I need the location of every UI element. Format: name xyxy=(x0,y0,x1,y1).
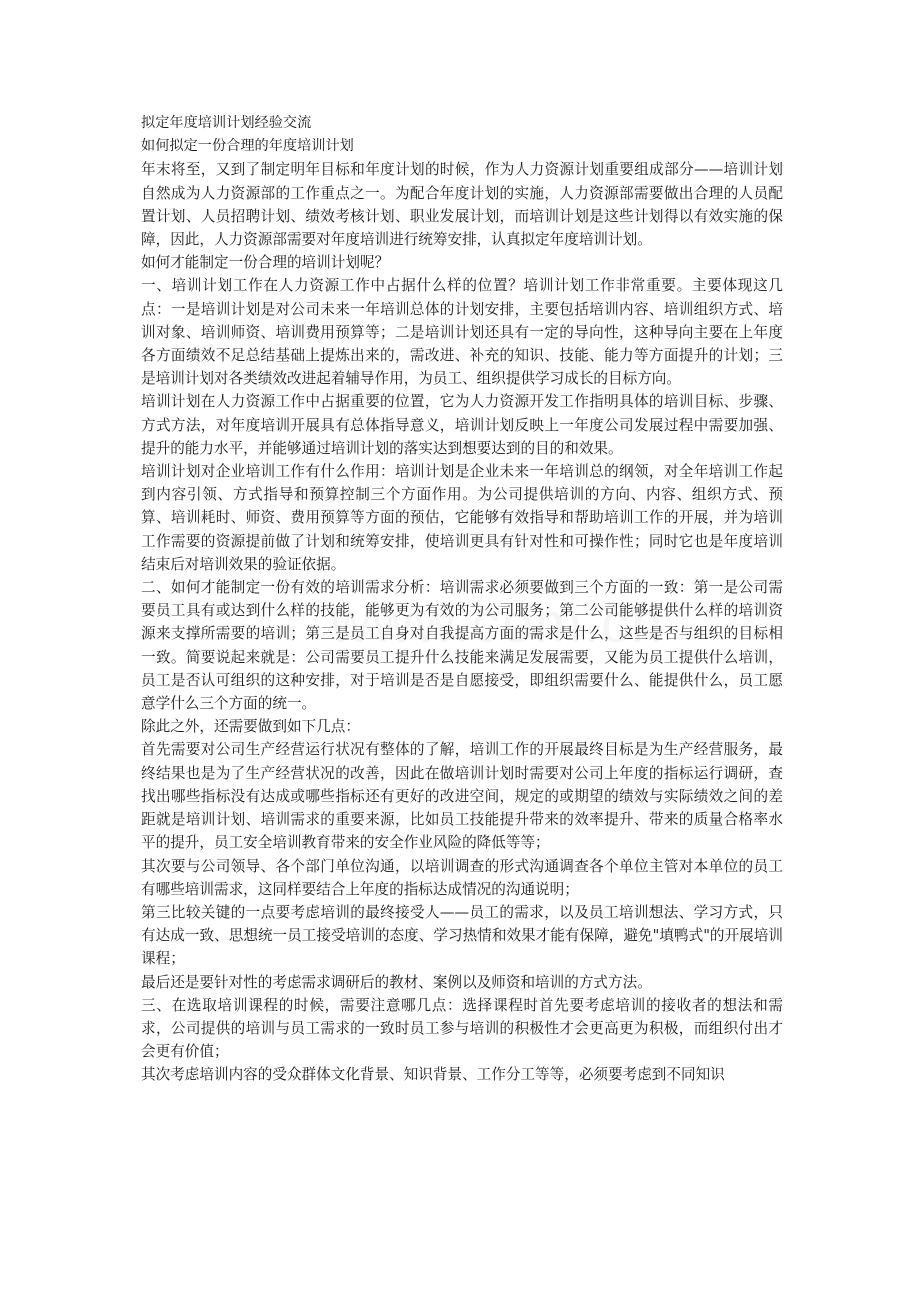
paragraph: 首先需要对公司生产经营运行状况有整体的了解，培训工作的开展最终目标是为生产经营服务，最终结果也是为了生产经营状况的改善，因此在做培训计划时需要对公司上年度的指标运行调研，查找出哪些指标没有达成或哪些指标还有更好的改进空间，规定的或期望的绩效与实际绩效之间的差距就是培训计划、培训需求的重要来源，比如员工技能提升带来的效率提升、带来的质量合格率水平的提升，员工安全培训教育带来的安全作业风险的降低等等； xyxy=(141,741,783,852)
document-body xyxy=(141,112,783,1087)
paragraph: 第三比较关键的一点要考虑培训的最终接受人——员工的需求，以及员工培训想法、学习方式，只有达成一致、思想统一员工接受培训的态度、学习热情和效果才能有保障，避免"填鸭式"的开展培训课程； xyxy=(141,903,783,968)
paragraph: 一、培训计划工作在人力资源工作中占据什么样的位置？培训计划工作非常重要。主要体现这几点：一是培训计划是对公司未来一年培训总体的计划安排，主要包括培训内容、培训组织方式、培训对象、培训师资、培训费用预算等；二是培训计划还具有一定的导向性，这种导向主要在上年度各方面绩效不足总结基础上提炼出来的，需改进、补充的知识、技能、能力等方面提升的计划；三是培训计划对各类绩效改进起着辅导作用，为员工、组织提供学习成长的目标方向。 xyxy=(141,277,783,388)
document-title: 拟定年度培训计划经验交流 xyxy=(141,115,312,131)
document-subtitle: 如何拟定一份合理的年度培训计划 xyxy=(141,138,354,155)
paragraph: 除此之外，还需要做到如下几点： xyxy=(141,718,360,736)
paragraph: 如何才能制定一份合理的培训计划呢？ xyxy=(141,254,390,272)
paragraph: 其次要与公司领导、各个部门单位沟通，以培训调查的形式沟通调查各个单位主管对本单位的员工有哪些培训需求，这同样要结合上年度的指标达成情况的沟通说明； xyxy=(141,857,783,898)
paragraph: 其次考虑培训内容的受众群体文化背景、知识背景、工作分工等等，必须要考虑到不同知识 xyxy=(141,1066,725,1084)
paragraph: 培训计划对企业培训工作有什么作用：培训计划是企业未来一年培训总的纲领，对全年培训工作起到内容引领、方式指导和预算控制三个方面作用。为公司提供培训的方向、内容、组织方式、预算、培训耗时、师资、费用预算等方面的预估，它能够有效指导和帮助培训工作的开展，并为培训工作需要的资源提前做了计划和统筹安排，使培训更具有针对性和可操作性；同时它也是年度培训结束后对培训效果的验证依据。 xyxy=(141,463,783,573)
paragraph: 二、如何才能制定一份有效的培训需求分析：培训需求必须要做到三个方面的一致：第一是公司需要员工具有或达到什么样的技能，能够更为有效的为公司服务；第二公司能够提供什么样的培训资源来支撑所需要的培训；第三是员工自身对自我提高方面的需求是什么，这些是否与组织的目标相一致。简要说起来就是：公司需要员工提升什么技能来满足发展需要，又能为员工提供什么培训，员工是否认可组织的这种安排，对于培训是否是自愿接受，即组织需要什么、能提供什么，员工愿意学什么三个方面的统一。 xyxy=(141,579,783,713)
paragraph: 年末将至，又到了制定明年目标和年度计划的时候，作为人力资源计划重要组成部分——培训计划自然成为人力资源部的工作重点之一。为配合年度计划的实施，人力资源部需要做出合理的人员配置计划、人员招聘计划、绩效考核计划、职业发展计划，而培训计划是这些计划得以有效实施的保障，因此，人力资源部需要对年度培训进行统筹安排，认真拟定年度培训计划。 xyxy=(141,161,783,249)
paragraph: 培训计划在人力资源工作中占据重要的位置，它为人力资源开发工作指明具体的培训目标、步骤、方式方法，对年度培训开展具有总体指导意义，培训计划反映上一年度公司发展过程中需要加强、提升的能力水平，并能够通过培训计划的落实达到想要达到的目的和效果。 xyxy=(141,393,783,457)
paragraph: 三、在选取培训课程的时候，需要注意哪几点：选择课程时首先要考虑培训的接收者的想法和需求，公司提供的培训与员工需求的一致时员工参与培训的积极性才会更高更为积极，而组织付出才会更有价值； xyxy=(141,996,783,1061)
paragraph: 最后还是要针对性的考虑需求调研后的教材、案例以及师资和培训的方式方法。 xyxy=(141,973,652,991)
